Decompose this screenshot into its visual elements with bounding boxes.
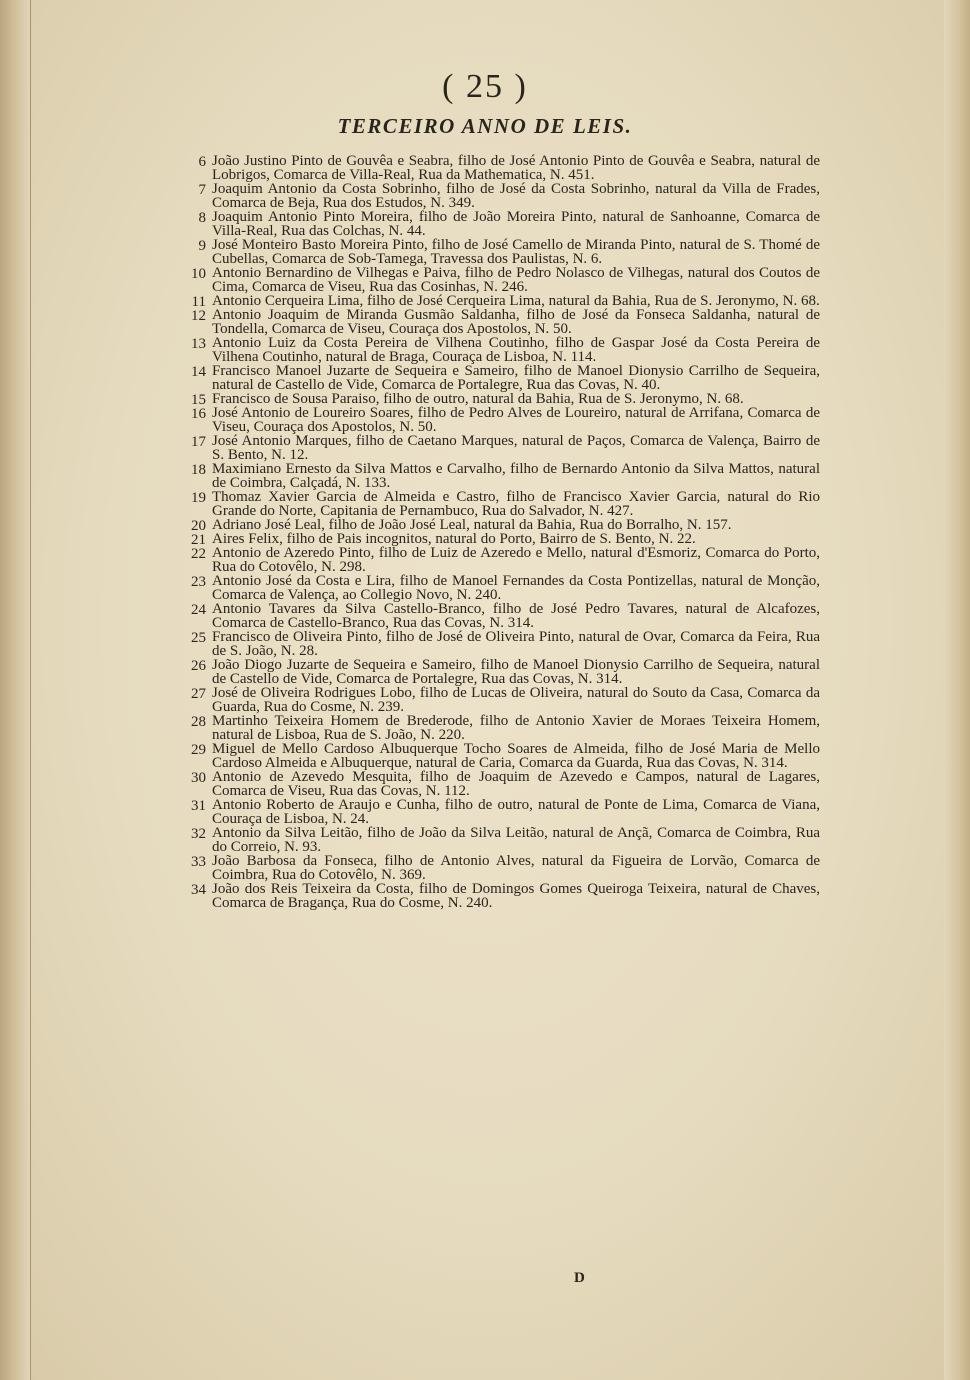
signature-mark: D <box>574 1270 585 1286</box>
entry-number: 31 <box>191 798 206 814</box>
student-list <box>170 154 820 910</box>
entry-number: 33 <box>191 854 206 870</box>
entry-text: José de Oliveira Rodrigues Lobo, filho de Lucas de Oliveira, natural do Souto da Casa, Comarca da Guarda, Rua do Cosme, N. 239. <box>212 685 820 715</box>
entry-number: 27 <box>191 686 206 702</box>
list-item <box>170 154 820 182</box>
list-item <box>170 658 820 686</box>
list-item <box>170 462 820 490</box>
entry-text: Francisco de Sousa Paraiso, filho de outro, natural da Bahia, Rua de S. Jeronymo, N. 68. <box>212 391 744 407</box>
entry-text: José Antonio Marques, filho de Caetano Marques, natural de Paços, Comarca de Valença, Bairro de S. Bento, N. 12. <box>212 433 820 463</box>
list-item <box>170 770 820 798</box>
entry-text: José Antonio de Loureiro Soares, filho de Pedro Alves de Loureiro, natural de Arrifana, Comarca de Viseu, Couraça dos Apostolos, N. 50. <box>212 405 820 435</box>
list-item <box>170 546 820 574</box>
list-item <box>170 882 820 910</box>
entry-text: Antonio Bernardino de Vilhegas e Paiva, filho de Pedro Nolasco de Vilhegas, natural dos Coutos de Cima, Comarca de Viseu, Rua das Cosinhas, N. 246. <box>212 265 820 295</box>
entry-text: Joaquim Antonio Pinto Moreira, filho de João Moreira Pinto, natural de Sanhoanne, Comarca de Villa-Real, Rua das Colchas, N. 44. <box>212 209 820 239</box>
entry-number: 32 <box>191 826 206 842</box>
list-item <box>170 714 820 742</box>
list-item <box>170 798 820 826</box>
entry-text: João dos Reis Teixeira da Costa, filho de Domingos Gomes Queiroga Teixeira, natural de Chaves, Comarca de Bragança, Rua do Cosme, N. 240. <box>212 881 820 911</box>
list-item <box>170 532 820 546</box>
entry-number: 7 <box>198 182 206 198</box>
entry-number: 28 <box>191 714 206 730</box>
list-item <box>170 434 820 462</box>
list-item <box>170 182 820 210</box>
list-item <box>170 364 820 392</box>
list-item <box>170 854 820 882</box>
entry-number: 34 <box>191 882 206 898</box>
entry-number: 9 <box>198 238 206 254</box>
entry-number: 22 <box>191 546 206 562</box>
entry-text: Maximiano Ernesto da Silva Mattos e Carvalho, filho de Bernardo Antonio da Silva Mattos, natural de Coimbra, Calçadá, N. 133. <box>212 461 820 491</box>
entry-number: 15 <box>191 392 206 408</box>
entry-number: 11 <box>191 294 206 310</box>
list-item <box>170 826 820 854</box>
entry-text: João Barbosa da Fonseca, filho de Antonio Alves, natural da Figueira de Lorvão, Comarca de Coimbra, Rua do Cotovêlo, N. 369. <box>212 853 820 883</box>
entry-text: Adriano José Leal, filho de João José Leal, natural da Bahia, Rua do Borralho, N. 157. <box>212 517 732 533</box>
entry-text: Francisco Manoel Juzarte de Sequeira e Sameiro, filho de Manoel Dionysio Carrilho de Sequeira, natural de Castello de Vide, Comarca de Portalegre, Rua das Covas, N. 40. <box>212 363 820 393</box>
entry-number: 14 <box>191 364 206 380</box>
entry-text: Martinho Teixeira Homem de Brederode, filho de Antonio Xavier de Moraes Teixeira Homem, natural de Lisboa, Rua de S. João, N. 220. <box>212 713 820 743</box>
entry-number: 21 <box>191 532 206 548</box>
list-item <box>170 336 820 364</box>
entry-text: Antonio Luiz da Costa Pereira de Vilhena Coutinho, filho de Gaspar José da Costa Pereira de Vilhena Coutinho, natural de Braga, Couraça de Lisboa, N. 114. <box>212 335 820 365</box>
entry-number: 24 <box>191 602 206 618</box>
entry-number: 20 <box>191 518 206 534</box>
list-item <box>170 518 820 532</box>
entry-number: 29 <box>191 742 206 758</box>
entry-number: 19 <box>191 490 206 506</box>
list-item <box>170 266 820 294</box>
list-item <box>170 490 820 518</box>
entry-number: 30 <box>191 770 206 786</box>
list-item <box>170 294 820 308</box>
entry-text: Thomaz Xavier Garcia de Almeida e Castro, filho de Francisco Xavier Garcia, natural do Rio Grande do Norte, Capitania de Pernambuco, Rua do Salvador, N. 427. <box>212 489 820 519</box>
entry-text: Aires Felix, filho de Pais incognitos, natural do Porto, Bairro de S. Bento, N. 22. <box>212 531 696 547</box>
entry-text: João Diogo Juzarte de Sequeira e Sameiro, filho de Manoel Dionysio Carrilho de Sequeira, natural de Castello de Vide, Comarca de Portalegre, Rua das Covas, N. 314. <box>212 657 820 687</box>
entry-number: 16 <box>191 406 206 422</box>
entry-text: Antonio Roberto de Araujo e Cunha, filho de outro, natural de Ponte de Lima, Comarca de Viana, Couraça de Lisboa, N. 24. <box>212 797 820 827</box>
list-item <box>170 210 820 238</box>
entry-text: José Monteiro Basto Moreira Pinto, filho de José Camello de Miranda Pinto, natural de S. Thomé de Cubellas, Comarca de Sob-Tamega, Travessa dos Paulistas, N. 6. <box>212 237 820 267</box>
list-item <box>170 406 820 434</box>
list-item <box>170 602 820 630</box>
list-item <box>170 742 820 770</box>
entry-number: 10 <box>191 266 206 282</box>
page-title: TERCEIRO ANNO DE LEIS. <box>337 114 633 138</box>
entry-number: 6 <box>198 154 206 170</box>
list-item <box>170 308 820 336</box>
book-spine <box>0 0 31 1380</box>
entry-text: João Justino Pinto de Gouvêa e Seabra, filho de José Antonio Pinto de Gouvêa e Seabra, natural de Lobrigos, Comarca de Villa-Real, Rua da Mathematica, N. 451. <box>212 153 820 183</box>
list-item <box>170 238 820 266</box>
entry-text: Antonio Cerqueira Lima, filho de José Cerqueira Lima, natural da Bahia, Rua de S. Jeronymo, N. 68. <box>212 293 820 309</box>
entry-text: Antonio Joaquim de Miranda Gusmão Saldanha, filho de José da Fonseca Saldanha, natural de Tondella, Comarca de Viseu, Couraça dos Apostolos, N. 50. <box>212 307 820 337</box>
entry-number: 23 <box>191 574 206 590</box>
entry-number: 18 <box>191 462 206 478</box>
entry-text: Francisco de Oliveira Pinto, filho de José de Oliveira Pinto, natural de Ovar, Comarca da Feira, Rua de S. João, N. 28. <box>212 629 820 659</box>
entry-number: 26 <box>191 658 206 674</box>
entry-text: Miguel de Mello Cardoso Albuquerque Tocho Soares de Almeida, filho de José Maria de Mello Cardoso Almeida e Albuquerque, natural de Caria, Comarca da Guarda, Rua das Covas, N. 314. <box>212 741 820 771</box>
list-item <box>170 392 820 406</box>
entry-number: 13 <box>191 336 206 352</box>
page-edge <box>944 0 970 1380</box>
entry-text: Antonio da Silva Leitão, filho de João da Silva Leitão, natural de Ançã, Comarca de Coimbra, Rua do Correio, N. 93. <box>212 825 820 855</box>
list-item <box>170 630 820 658</box>
entry-number: 8 <box>198 210 206 226</box>
entry-number: 17 <box>191 434 206 450</box>
entry-text: Joaquim Antonio da Costa Sobrinho, filho de José da Costa Sobrinho, natural da Villa de Frades, Comarca de Beja, Rua dos Estudos, N. 349. <box>212 181 820 211</box>
entry-text: Antonio de Azeredo Pinto, filho de Luiz de Azeredo e Mello, natural d'Esmoriz, Comarca do Porto, Rua do Cotovêlo, N. 298. <box>212 545 820 575</box>
entry-number: 25 <box>191 630 206 646</box>
entry-text: Antonio de Azevedo Mesquita, filho de Joaquim de Azevedo e Campos, natural de Lagares, Comarca de Viseu, Rua das Covas, N. 112. <box>212 769 820 799</box>
entry-text: Antonio Tavares da Silva Castello-Branco, filho de José Pedro Tavares, natural de Alcafozes, Comarca de Castello-Branco, Rua das Covas, N. 314. <box>212 601 820 631</box>
entry-number: 12 <box>191 308 206 324</box>
list-item <box>170 686 820 714</box>
entry-text: Antonio José da Costa e Lira, filho de Manoel Fernandes da Costa Pontizellas, natural de Monção, Comarca de Valença, ao Collegio Novo, N. 240. <box>212 573 820 603</box>
list-item <box>170 574 820 602</box>
page-number: ( 25 ) <box>442 68 528 105</box>
